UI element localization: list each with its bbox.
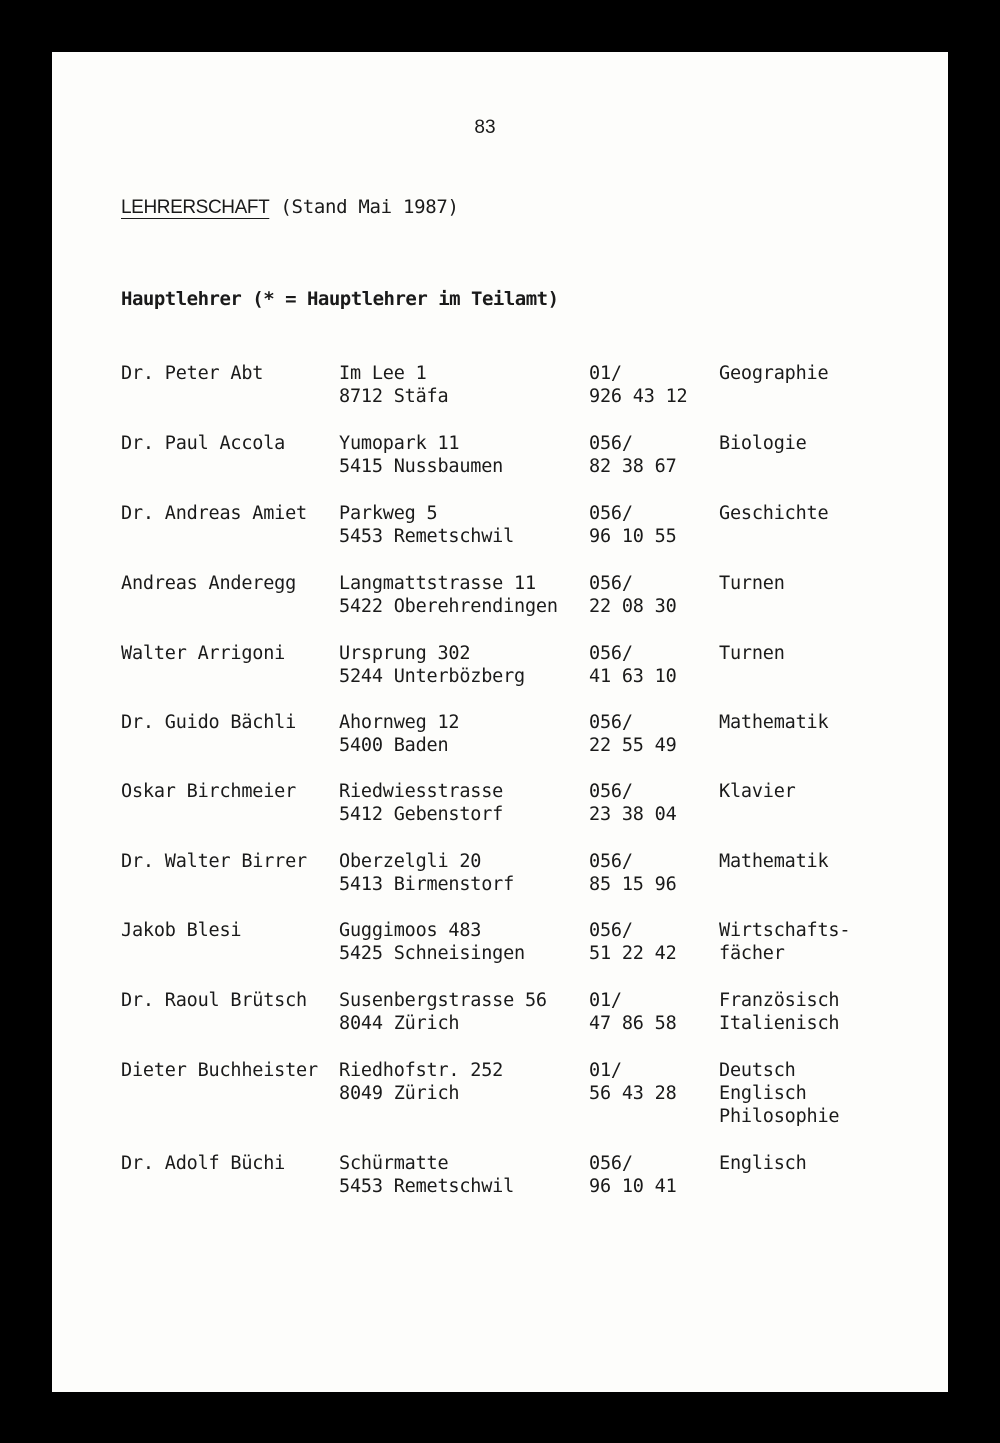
street-text: Oberzelgli 20 bbox=[339, 851, 482, 872]
city-text: 8044 Zürich bbox=[339, 1013, 460, 1034]
teacher-entry bbox=[121, 432, 921, 512]
teacher-entry bbox=[121, 1152, 921, 1232]
subject-text: Biologie bbox=[719, 433, 807, 454]
phone-number-text: 56 43 28 bbox=[589, 1083, 677, 1104]
teacher-entry bbox=[121, 362, 921, 442]
name-text: Walter Arrigoni bbox=[121, 643, 286, 664]
section-heading: Hauptlehrer (* = Hauptlehrer im Teilamt) bbox=[121, 288, 559, 310]
teacher-phone bbox=[589, 642, 677, 688]
street-text: Ursprung 302 bbox=[339, 643, 471, 664]
subject-text: Turnen bbox=[719, 643, 785, 664]
street-text: Im Lee 1 bbox=[339, 363, 427, 384]
teacher-subjects bbox=[719, 1152, 807, 1175]
teacher-name bbox=[121, 989, 307, 1012]
street-text: Susenbergstrasse 56 bbox=[339, 990, 547, 1011]
name-text: Dr. Andreas Amiet bbox=[121, 503, 307, 524]
subject-text: fächer bbox=[719, 943, 785, 964]
teacher-phone bbox=[589, 850, 677, 896]
name-text: Dr. Raoul Brütsch bbox=[121, 990, 307, 1011]
teacher-phone bbox=[589, 989, 677, 1035]
area-code-text: 056/ bbox=[589, 920, 633, 941]
street-text: Yumopark 11 bbox=[339, 433, 460, 454]
city-text: 5413 Birmenstorf bbox=[339, 874, 515, 895]
teacher-phone bbox=[589, 432, 677, 478]
teacher-phone bbox=[589, 1152, 677, 1198]
phone-number-text: 82 38 67 bbox=[589, 456, 677, 477]
name-text: Dr. Guido Bächli bbox=[121, 712, 297, 733]
teacher-entry bbox=[121, 711, 921, 791]
document-title bbox=[121, 196, 459, 219]
subject-text: Mathematik bbox=[719, 851, 829, 872]
teacher-name bbox=[121, 1152, 285, 1175]
teacher-subjects bbox=[719, 919, 850, 965]
document-page bbox=[52, 52, 948, 1392]
city-text: 8712 Stäfa bbox=[339, 386, 449, 407]
subject-text: Turnen bbox=[719, 573, 785, 594]
teacher-address bbox=[339, 989, 547, 1035]
teacher-subjects bbox=[719, 642, 785, 665]
name-text: Dr. Paul Accola bbox=[121, 433, 286, 454]
street-text: Schürmatte bbox=[339, 1153, 449, 1174]
phone-number-text: 926 43 12 bbox=[589, 386, 688, 407]
subject-text: Englisch bbox=[719, 1083, 807, 1104]
subject-text: Wirtschafts- bbox=[719, 920, 851, 941]
subject-text: Mathematik bbox=[719, 712, 829, 733]
teacher-name bbox=[121, 432, 285, 455]
teacher-name bbox=[121, 502, 307, 525]
name-text: Dr. Walter Birrer bbox=[121, 851, 307, 872]
teacher-address bbox=[339, 1059, 503, 1105]
teacher-subjects bbox=[719, 502, 828, 525]
title-suffix: (Stand Mai 1987) bbox=[280, 196, 459, 218]
area-code-text: 056/ bbox=[589, 712, 633, 733]
area-code-text: 056/ bbox=[589, 1153, 633, 1174]
teacher-entry bbox=[121, 919, 921, 999]
teacher-entry bbox=[121, 642, 921, 722]
subject-text: Geographie bbox=[719, 363, 829, 384]
teacher-entry bbox=[121, 572, 921, 652]
teacher-phone bbox=[589, 572, 677, 618]
city-text: 5244 Unterbözberg bbox=[339, 666, 525, 687]
teacher-address bbox=[339, 572, 558, 618]
teacher-entry bbox=[121, 1059, 921, 1139]
name-text: Andreas Anderegg bbox=[121, 573, 297, 594]
name-text: Jakob Blesi bbox=[121, 920, 242, 941]
area-code-text: 01/ bbox=[589, 363, 622, 384]
street-text: Langmattstrasse 11 bbox=[339, 573, 536, 594]
city-text: 5422 Oberehrendingen bbox=[339, 596, 558, 617]
teacher-subjects bbox=[719, 1059, 839, 1128]
phone-number-text: 47 86 58 bbox=[589, 1013, 677, 1034]
phone-number-text: 22 08 30 bbox=[589, 596, 677, 617]
phone-number-text: 41 63 10 bbox=[589, 666, 677, 687]
teacher-subjects bbox=[719, 572, 785, 595]
teacher-subjects bbox=[719, 711, 828, 734]
phone-number-text: 96 10 55 bbox=[589, 526, 677, 547]
subject-text: Französisch bbox=[719, 990, 840, 1011]
city-text: 5400 Baden bbox=[339, 735, 449, 756]
area-code-text: 056/ bbox=[589, 851, 633, 872]
teacher-name bbox=[121, 572, 296, 595]
area-code-text: 056/ bbox=[589, 643, 633, 664]
teacher-phone bbox=[589, 780, 677, 826]
street-text: Guggimoos 483 bbox=[339, 920, 482, 941]
teacher-subjects bbox=[719, 780, 796, 803]
phone-number-text: 51 22 42 bbox=[589, 943, 677, 964]
area-code-text: 056/ bbox=[589, 433, 633, 454]
teacher-subjects bbox=[719, 432, 807, 455]
teacher-name bbox=[121, 919, 241, 942]
teacher-name bbox=[121, 850, 307, 873]
teacher-address bbox=[339, 850, 514, 896]
teacher-address bbox=[339, 919, 525, 965]
subject-text: Englisch bbox=[719, 1153, 807, 1174]
street-text: Riedhofstr. 252 bbox=[339, 1060, 504, 1081]
subject-text: Philosophie bbox=[719, 1106, 840, 1127]
teacher-phone bbox=[589, 362, 687, 408]
teacher-name bbox=[121, 1059, 318, 1082]
teacher-phone bbox=[589, 1059, 677, 1105]
phone-number-text: 23 38 04 bbox=[589, 804, 677, 825]
street-text: Ahornweg 12 bbox=[339, 712, 460, 733]
phone-number-text: 96 10 41 bbox=[589, 1176, 677, 1197]
street-text: Riedwiesstrasse bbox=[339, 781, 504, 802]
subject-text: Geschichte bbox=[719, 503, 829, 524]
teacher-entry bbox=[121, 780, 921, 860]
name-text: Dr. Adolf Büchi bbox=[121, 1153, 286, 1174]
teacher-address bbox=[339, 1152, 514, 1198]
teacher-address bbox=[339, 362, 448, 408]
area-code-text: 056/ bbox=[589, 503, 633, 524]
teacher-name bbox=[121, 711, 296, 734]
teacher-phone bbox=[589, 502, 677, 548]
phone-number-text: 22 55 49 bbox=[589, 735, 677, 756]
page-number: 83 bbox=[474, 117, 496, 138]
teacher-address bbox=[339, 711, 459, 757]
teacher-entry bbox=[121, 502, 921, 582]
city-text: 5425 Schneisingen bbox=[339, 943, 525, 964]
teacher-address bbox=[339, 780, 503, 826]
teacher-subjects bbox=[719, 989, 839, 1035]
street-text: Parkweg 5 bbox=[339, 503, 438, 524]
teacher-subjects bbox=[719, 362, 828, 385]
name-text: Dr. Peter Abt bbox=[121, 363, 264, 384]
teacher-phone bbox=[589, 919, 677, 965]
teacher-name bbox=[121, 362, 263, 385]
teacher-entry bbox=[121, 989, 921, 1069]
city-text: 5415 Nussbaumen bbox=[339, 456, 504, 477]
city-text: 5453 Remetschwil bbox=[339, 526, 515, 547]
teacher-entry bbox=[121, 850, 921, 930]
city-text: 5453 Remetschwil bbox=[339, 1176, 515, 1197]
teacher-name bbox=[121, 780, 296, 803]
teacher-phone bbox=[589, 711, 677, 757]
phone-number-text: 85 15 96 bbox=[589, 874, 677, 895]
teacher-address bbox=[339, 502, 514, 548]
area-code-text: 01/ bbox=[589, 990, 622, 1011]
name-text: Oskar Birchmeier bbox=[121, 781, 297, 802]
teacher-address bbox=[339, 642, 525, 688]
teacher-name bbox=[121, 642, 285, 665]
area-code-text: 056/ bbox=[589, 781, 633, 802]
area-code-text: 056/ bbox=[589, 573, 633, 594]
subject-text: Deutsch bbox=[719, 1060, 796, 1081]
city-text: 8049 Zürich bbox=[339, 1083, 460, 1104]
teacher-address bbox=[339, 432, 503, 478]
subject-text: Italienisch bbox=[719, 1013, 840, 1034]
city-text: 5412 Gebenstorf bbox=[339, 804, 504, 825]
name-text: Dieter Buchheister bbox=[121, 1060, 318, 1081]
teacher-subjects bbox=[719, 850, 828, 873]
subject-text: Klavier bbox=[719, 781, 796, 802]
title-label: LEHRERSCHAFT bbox=[121, 197, 270, 218]
area-code-text: 01/ bbox=[589, 1060, 622, 1081]
